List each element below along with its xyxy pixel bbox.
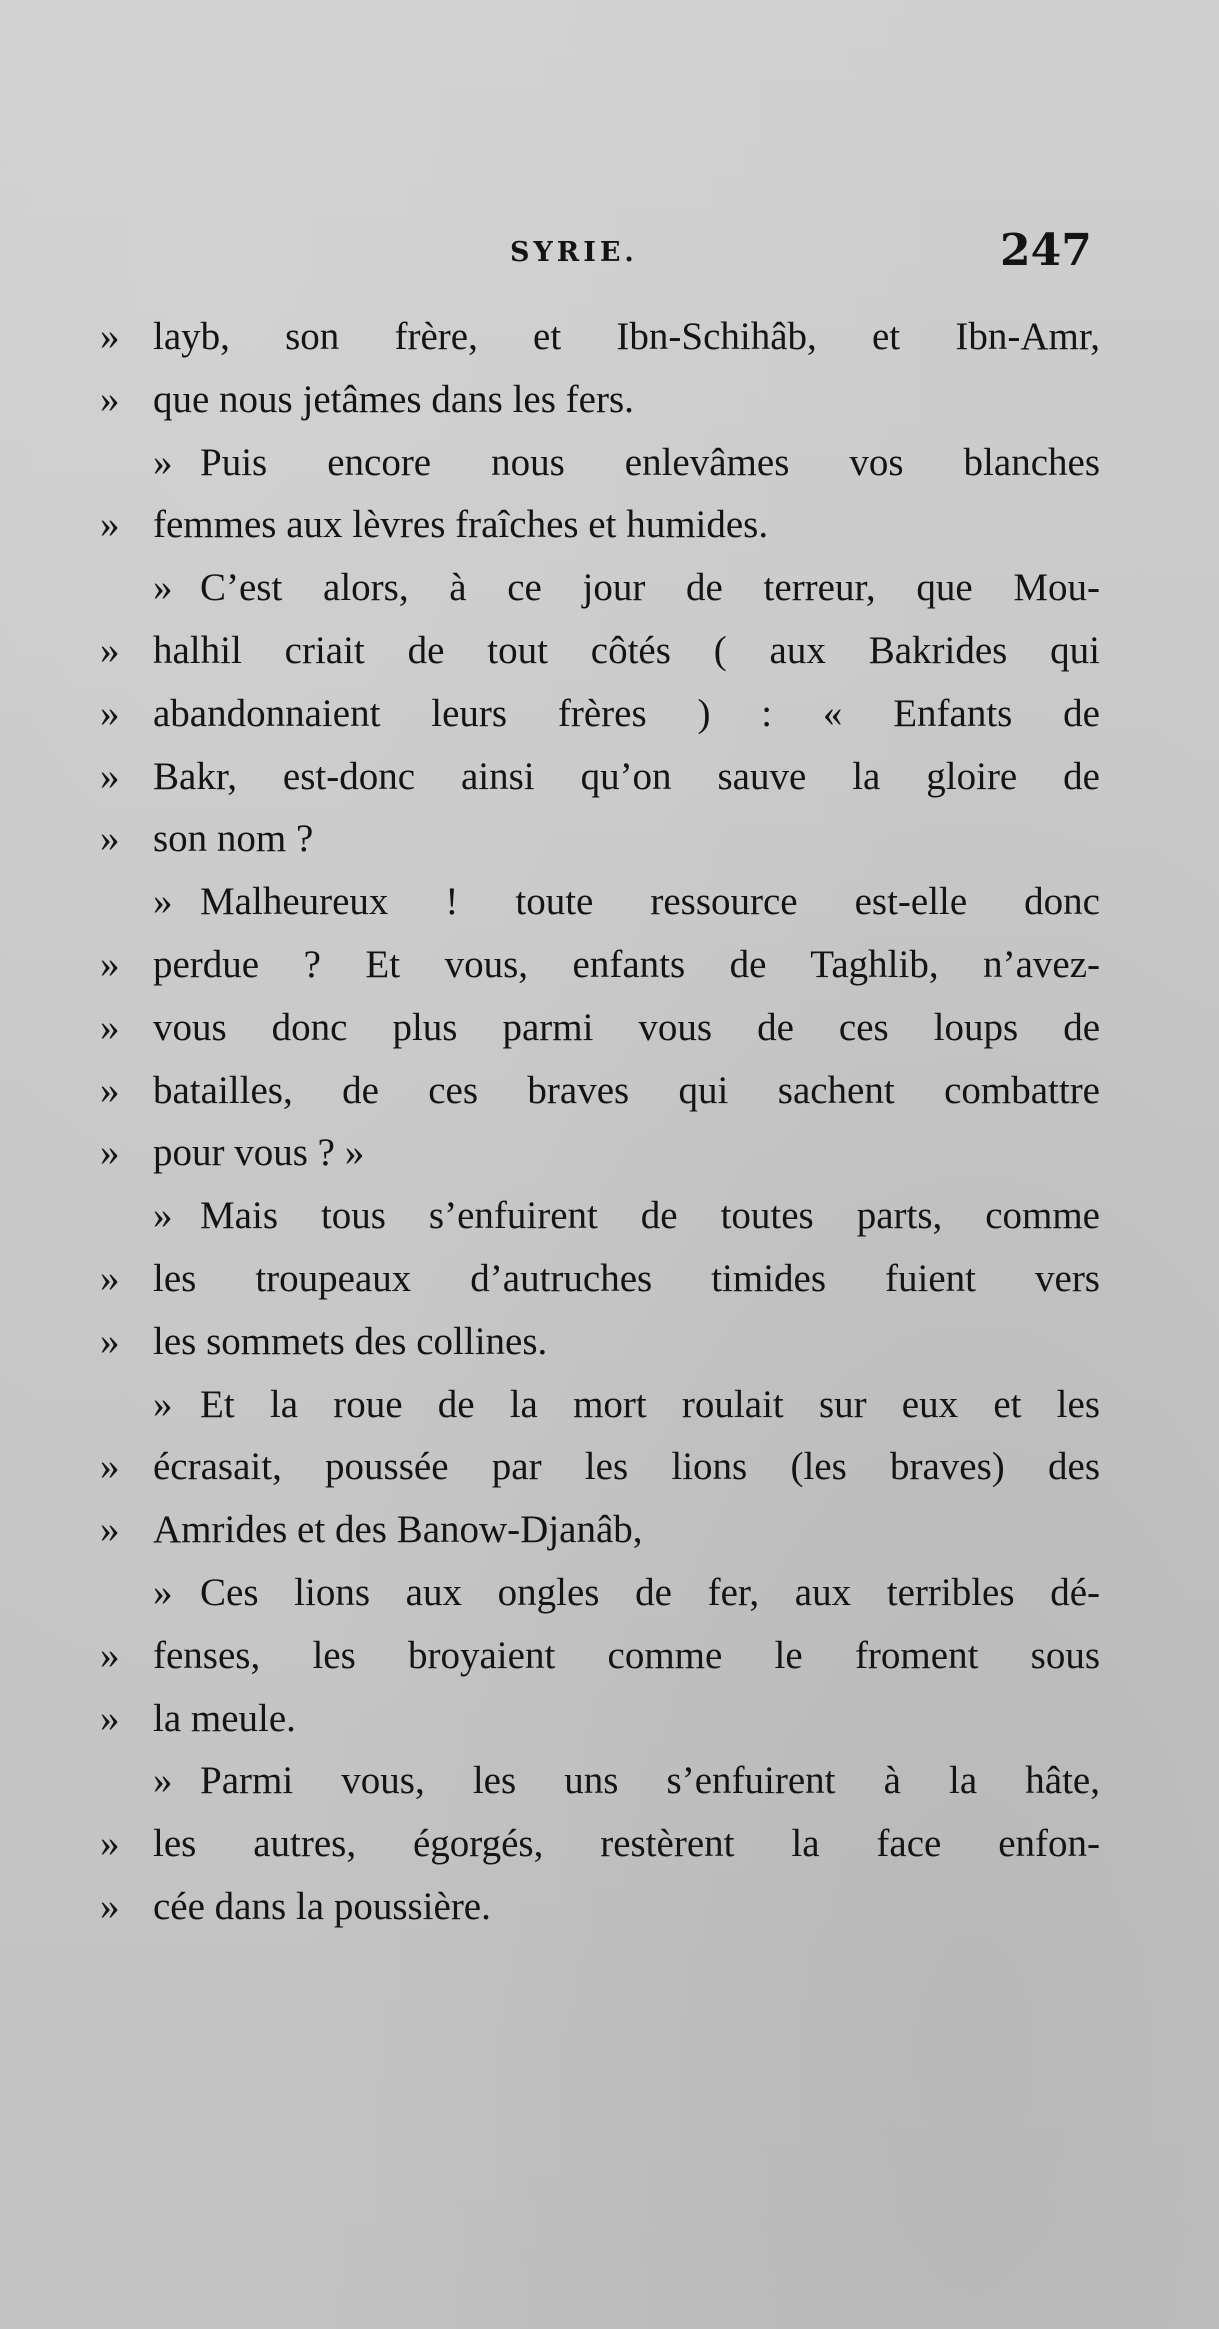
line-text: layb, son frère, et Ibn-Schihâb, et Ibn-Amr, xyxy=(153,315,1100,358)
text-line xyxy=(100,306,1100,369)
line-text: Malheureux ! toute ressource est-elle donc xyxy=(200,880,1100,924)
text-line xyxy=(100,1374,1100,1437)
quote-mark: » xyxy=(153,1382,173,1426)
quote-mark: » xyxy=(100,377,120,421)
body-text xyxy=(100,306,1100,1939)
text-line xyxy=(100,1813,1100,1876)
quote-mark: » xyxy=(153,566,173,610)
quote-mark: » xyxy=(100,315,120,358)
text-line xyxy=(100,1311,1100,1374)
text-line xyxy=(100,871,1100,934)
quote-mark: » xyxy=(153,880,173,924)
quote-mark: » xyxy=(100,1445,120,1489)
line-text: écrasait, poussée par les lions (les braves) des xyxy=(153,1445,1100,1489)
quote-mark: » xyxy=(100,942,120,986)
line-text: batailles, de ces braves qui sachent combattre xyxy=(153,1068,1100,1112)
quote-mark: » xyxy=(100,1068,120,1112)
line-text: pour vous ? » xyxy=(153,1131,365,1175)
text-line xyxy=(100,997,1100,1060)
quote-mark: » xyxy=(100,754,120,798)
quote-mark: » xyxy=(100,691,120,735)
line-text: femmes aux lèvres fraîches et humides. xyxy=(153,503,769,547)
line-text: perdue ? Et vous, enfants de Taghlib, n’avez- xyxy=(153,942,1100,986)
line-text: que nous jetâmes dans les fers. xyxy=(153,377,634,421)
text-line xyxy=(100,1436,1100,1499)
line-text: Amrides et des Banow-Djanâb, xyxy=(153,1508,643,1552)
line-text: Et la roue de la mort roulait sur eux et les xyxy=(200,1382,1100,1426)
text-line xyxy=(100,1248,1100,1311)
quote-mark: » xyxy=(153,440,173,484)
text-line xyxy=(100,1060,1100,1123)
line-text: les troupeaux d’autruches timides fuient vers xyxy=(153,1256,1100,1300)
line-text: cée dans la poussière. xyxy=(153,1884,491,1928)
quote-mark: » xyxy=(100,1131,120,1175)
line-text: la meule. xyxy=(153,1696,296,1740)
text-line xyxy=(100,1876,1100,1939)
text-line xyxy=(100,557,1100,620)
line-text: son nom ? xyxy=(153,817,314,861)
quote-mark: » xyxy=(100,817,120,861)
text-line xyxy=(100,1122,1100,1185)
quote-mark: » xyxy=(100,1884,120,1928)
text-line xyxy=(100,1625,1100,1688)
line-text: Puis encore nous enlevâmes vos blanches xyxy=(200,440,1100,484)
text-line xyxy=(100,683,1100,746)
line-text: Mais tous s’enfuirent de toutes parts, comme xyxy=(200,1194,1100,1238)
line-text: fenses, les broyaient comme le froment sous xyxy=(153,1633,1100,1677)
line-text: Bakr, est-donc ainsi qu’on sauve la gloire de xyxy=(153,754,1100,798)
text-line xyxy=(100,1750,1100,1813)
line-text: les autres, égorgés, restèrent la face enfon- xyxy=(153,1822,1100,1866)
text-line xyxy=(100,620,1100,683)
quote-mark: » xyxy=(100,503,120,547)
text-line xyxy=(100,1499,1100,1562)
quote-mark: » xyxy=(153,1759,173,1803)
quote-mark: » xyxy=(100,1005,120,1049)
text-line xyxy=(100,1185,1100,1248)
quote-mark: » xyxy=(153,1570,173,1614)
line-text: Ces lions aux ongles de fer, aux terribles dé- xyxy=(200,1570,1100,1614)
text-line xyxy=(100,1688,1100,1751)
quote-mark: » xyxy=(100,1508,120,1552)
line-text: vous donc plus parmi vous de ces loups de xyxy=(153,1005,1100,1049)
quote-mark: » xyxy=(100,1822,120,1866)
text-line xyxy=(100,494,1100,557)
text-line xyxy=(100,934,1100,997)
quote-mark: » xyxy=(100,1633,120,1677)
running-head xyxy=(0,225,1219,285)
page-number: 247 xyxy=(1000,225,1092,276)
text-line xyxy=(100,1562,1100,1625)
quote-mark: » xyxy=(153,1194,173,1238)
line-text: Parmi vous, les uns s’enfuirent à la hâte, xyxy=(200,1759,1100,1803)
quote-mark: » xyxy=(100,1696,120,1740)
text-line xyxy=(100,432,1100,495)
line-text: les sommets des collines. xyxy=(153,1319,548,1363)
line-text: C’est alors, à ce jour de terreur, que Mou- xyxy=(200,566,1100,610)
text-line xyxy=(100,808,1100,871)
text-line xyxy=(100,369,1100,432)
line-text: abandonnaient leurs frères ) : « Enfants de xyxy=(153,691,1100,735)
text-line xyxy=(100,746,1100,809)
quote-mark: » xyxy=(100,628,120,672)
quote-mark: » xyxy=(100,1319,120,1363)
running-head-title: SYRIE. xyxy=(510,237,638,268)
line-text: halhil criait de tout côtés ( aux Bakrides qui xyxy=(153,628,1100,672)
quote-mark: » xyxy=(100,1256,120,1300)
